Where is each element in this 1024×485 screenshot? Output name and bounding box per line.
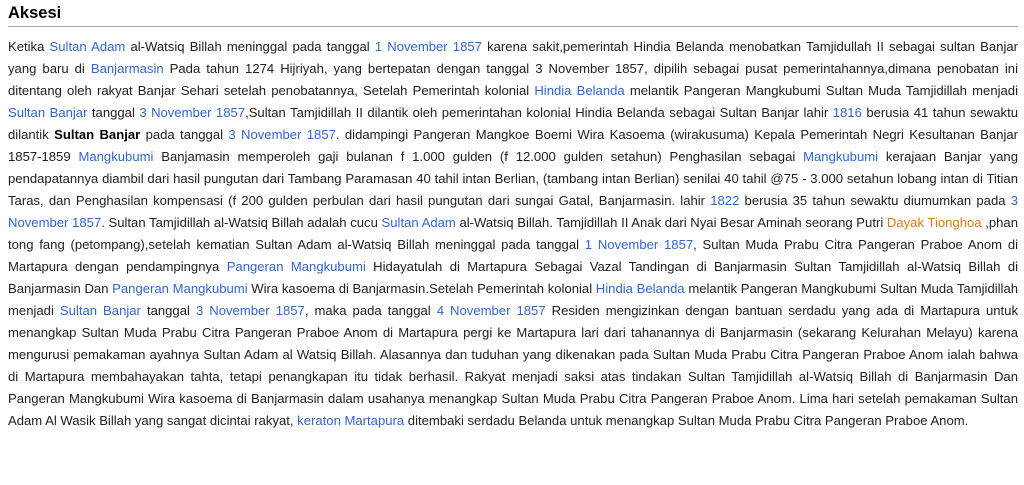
paragraph-text: tanggal	[87, 105, 140, 120]
paragraph-text: kerajaan Banjar yang pendapatannya diambil dari hasil pungutan dari Tambang Paramasan 40 tahil intan Berlian, (tambang intan Berlian) senilai 40 tahil @75 - 3.000 setahun lobang intan di Titian Taras, dan Penghasilan kompensasi (f 200 gulden perbulan dari hasil pungutan dari sungai Gatal, Banjarmasin. lahir	[8, 149, 1018, 208]
paragraph-text: berusia 35 tahun sewaktu diumumkan pada	[739, 193, 1011, 208]
article-link[interactable]: Hindia Belanda	[534, 83, 625, 98]
article-link[interactable]: Hindia Belanda	[595, 281, 685, 296]
article-link[interactable]: Pangeran Mangkubumi	[112, 281, 248, 296]
paragraph-text: , Sultan Muda Prabu Citra Pangeran Praboe Anom di Martapura dengan pendampingnya	[8, 237, 1019, 274]
paragraph-text: Hidayatulah di Martapura Sebagai Vazal Tandingan di Banjarmasin Sultan Tamjidillah al-Watsiq Billah di Banjarmasin Dan	[8, 259, 1019, 296]
article-link[interactable]: Sultan Banjar	[59, 303, 141, 318]
paragraph-text: melantik Pangeran Mangkubumi Sultan Muda Tamjidillah menjadi	[624, 83, 1018, 98]
article-link[interactable]: 3 November 1857	[228, 127, 336, 142]
paragraph-text: Pada tahun 1274 Hijriyah, yang bertepatan dengan tanggal 3 November 1857, dipilih sebagai pusat pemerintahannya,dimana penobatan ini ditentang oleh rakyat Banjar Sehari setelah penobatannya, Setelah Pemerintah kolonial	[8, 61, 1018, 98]
article-link[interactable]: 3 November 1857	[195, 303, 305, 318]
article-link[interactable]: Sultan Adam	[49, 39, 126, 54]
article-link[interactable]: 1 November 1857	[584, 237, 694, 252]
article-paragraph	[8, 36, 1018, 432]
article-link[interactable]: 1822	[710, 193, 740, 208]
paragraph-text: . didampingi Pangeran Mangkoe Boemi Wira Kasoema (wirakusuma) Kepala Pemerintah Negri Kesultanan Banjar 1857-1859	[8, 127, 1019, 164]
article-link[interactable]: 3 November 1857	[139, 105, 246, 120]
paragraph-text: Banjamasin memperoleh gaji bulanan f 1.000 gulden (f 12.000 gulden setahun) Penghasilan sebagai	[153, 149, 804, 164]
paragraph-text: ,phan tong fang (petompang),setelah kematian Sultan Adam al-Watsiq Billah meninggal pada tanggal	[8, 215, 1018, 252]
paragraph-text: al-Watsiq Billah meninggal pada tanggal	[125, 39, 375, 54]
article-link[interactable]: Tionghoa	[927, 215, 982, 230]
article-link[interactable]: Sultan Adam	[381, 215, 456, 230]
article-link[interactable]: 1 November 1857	[374, 39, 482, 54]
article-link[interactable]: Pangeran Mangkubumi	[226, 259, 366, 274]
paragraph-text: , maka pada tanggal	[304, 303, 437, 318]
paragraph-text: Wira kasoema di Banjarmasin.Setelah Pemerintah kolonial	[247, 281, 596, 296]
paragraph-text: Residen mengizinkan dengan bantuan serdadu yang ada di Martapura untuk menangkap Sultan Muda Prabu Citra Pangeran Praboe Anom di Martapura pergi ke Martapura lari dari tahanannya di Banjarmasin (sekarang Kelurahan Melayu) karena mengurusi pemakaman ayahnya Sultan Adam al Watsiq Billah. Alasannya dan tuduhan yang dikenakan pada Sultan Muda Prabu Citra Pangeran Praboe Anom ialah bahwa di Martapura membahayakan tahta, tetapi penangkapan itu tidak berhasil. Rakyat menjadi saksi atas tindakan Sultan Tamjidillah al-Watsiq Billah di Banjarmasin Dan Pangeran Mangkubumi Wira kasoema di Banjarmasin dalam usahanya menangkap Sultan Muda Prabu Citra Pangeran Praboe Anom. Lima hari setelah pemakaman Sultan Adam Al Wasik Billah yang sangat dicintai rakyat,	[8, 303, 1018, 428]
article-link[interactable]: keraton Martapura	[297, 413, 405, 428]
paragraph-text: Ketika	[8, 39, 50, 54]
bold-text: Sultan Banjar	[54, 127, 141, 142]
paragraph-text: ,Sultan Tamjidillah II dilantik oleh pemerintahan kolonial Hindia Belanda sebagai Sultan Banjar lahir	[245, 105, 833, 120]
article-link[interactable]: Sultan Banjar	[8, 105, 88, 120]
article-link[interactable]: 3 November 1857	[8, 193, 1018, 230]
article-link[interactable]: 1816	[832, 105, 862, 120]
paragraph-text: pada tanggal	[140, 127, 229, 142]
article-link[interactable]: Mangkubumi	[78, 149, 154, 164]
article-link[interactable]: Dayak	[886, 215, 925, 230]
article-link[interactable]: 4 November 1857	[436, 303, 546, 318]
article-link[interactable]: Banjarmasin	[90, 61, 164, 76]
paragraph-text: berusia 41 tahun sewaktu dilantik	[8, 105, 1019, 142]
section-heading: Aksesi	[8, 0, 1018, 27]
paragraph-text: . Sultan Tamjidillah al-Watsiq Billah adalah cucu	[101, 215, 382, 230]
paragraph-text: ditembaki serdadu Belanda untuk menangkap Sultan Muda Prabu Citra Pangeran Praboe Anom.	[404, 413, 969, 428]
paragraph-text: karena sakit,pemerintah Hindia Belanda menobatkan Tamjidullah II sebagai sultan Banjar yang baru di	[8, 39, 1018, 76]
article-link[interactable]: Mangkubumi	[803, 149, 879, 164]
paragraph-text: melantik Pangeran Mangkubumi Sultan Muda Tamjidillah menjadi	[8, 281, 1019, 318]
paragraph-text: tanggal	[140, 303, 196, 318]
paragraph-text: al-Watsiq Billah. Tamjidillah II Anak dari Nyai Besar Aminah seorang Putri	[455, 215, 887, 230]
